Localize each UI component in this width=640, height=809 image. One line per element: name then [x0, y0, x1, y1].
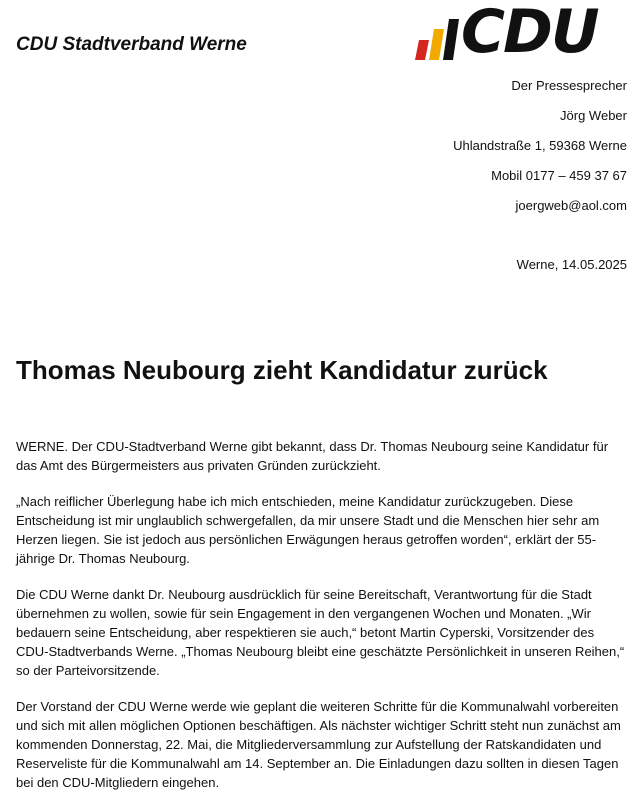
logo-bar-black [443, 19, 459, 60]
contact-email[interactable]: joergweb@aol.com [515, 198, 627, 213]
paragraph: „Nach reiflicher Überlegung habe ich mich entschieden, meine Kandidatur zurückzugeben. Diese Entscheidung ist mir unglaublich schwergefallen, da mir unsere Stadt und die Menschen hier sehr am Herzen liegen. Sie ist jedoch aus persönlichen Erwägungen heraus getroffen worden“, erklärt der 55-jährige Dr. Thomas Neubourg. [16, 494, 600, 566]
date-line: Werne, 14.05.2025 [516, 257, 627, 272]
logo-bar-yellow [429, 29, 444, 60]
contact-role: Der Pressesprecher [511, 78, 627, 93]
logo-bar-red [415, 40, 429, 60]
paragraph: Der Vorstand der CDU Werne werde wie geplant die weiteren Schritte für die Kommunalwahl vorbereiten und sich mit allen möglichen Optionen beschäftigen. Als nächster wichtiger Schritt steht nun zunächst am kommenden Donnerstag, 22. Mai, die Mitgliederversammlung zur Aufstellung der Ratskandidaten und Reserveliste für die Kommunalwahl am 14. September an. Die Einladungen dazu sollten in diesen Tagen bei den CDU-Mitgliedern eingehen. [16, 699, 621, 790]
paragraph: Die CDU Werne dankt Dr. Neubourg ausdrücklich für seine Bereitschaft, Verantwortung für die Stadt übernehmen zu wollen, sowie für sein Engagement in den vergangenen Wochen und Monaten. „Wir bedauern seine Entscheidung, aber respektieren sie auch,“ betont Martin Cyperski, Vorsitzender des CDU-Stadtverbands Werne. „Thomas Neubourg bleibt eine geschätzte Persönlichkeit in unseren Reihen,“ so der Parteivorsitzende. [16, 587, 625, 678]
organization-name: CDU Stadtverband Werne [16, 34, 247, 55]
cdu-logo [413, 0, 629, 67]
paragraph: WERNE. Der CDU-Stadtverband Werne gibt bekannt, dass Dr. Thomas Neubourg seine Kandidatur für das Amt des Bürgermeisters aus privaten Gründen zurückzieht. [16, 439, 609, 473]
cdu-logo-text: CDU [461, 0, 598, 67]
contact-name: Jörg Weber [560, 108, 627, 123]
headline: Thomas Neubourg zieht Kandidatur zurück [16, 355, 548, 385]
contact-address: Uhlandstraße 1, 59368 Werne [453, 138, 627, 153]
contact-mobile: Mobil 0177 – 459 37 67 [491, 168, 627, 183]
contact-block [453, 76, 627, 226]
cdu-logo-bars-icon [413, 10, 461, 60]
article-body [16, 437, 630, 809]
